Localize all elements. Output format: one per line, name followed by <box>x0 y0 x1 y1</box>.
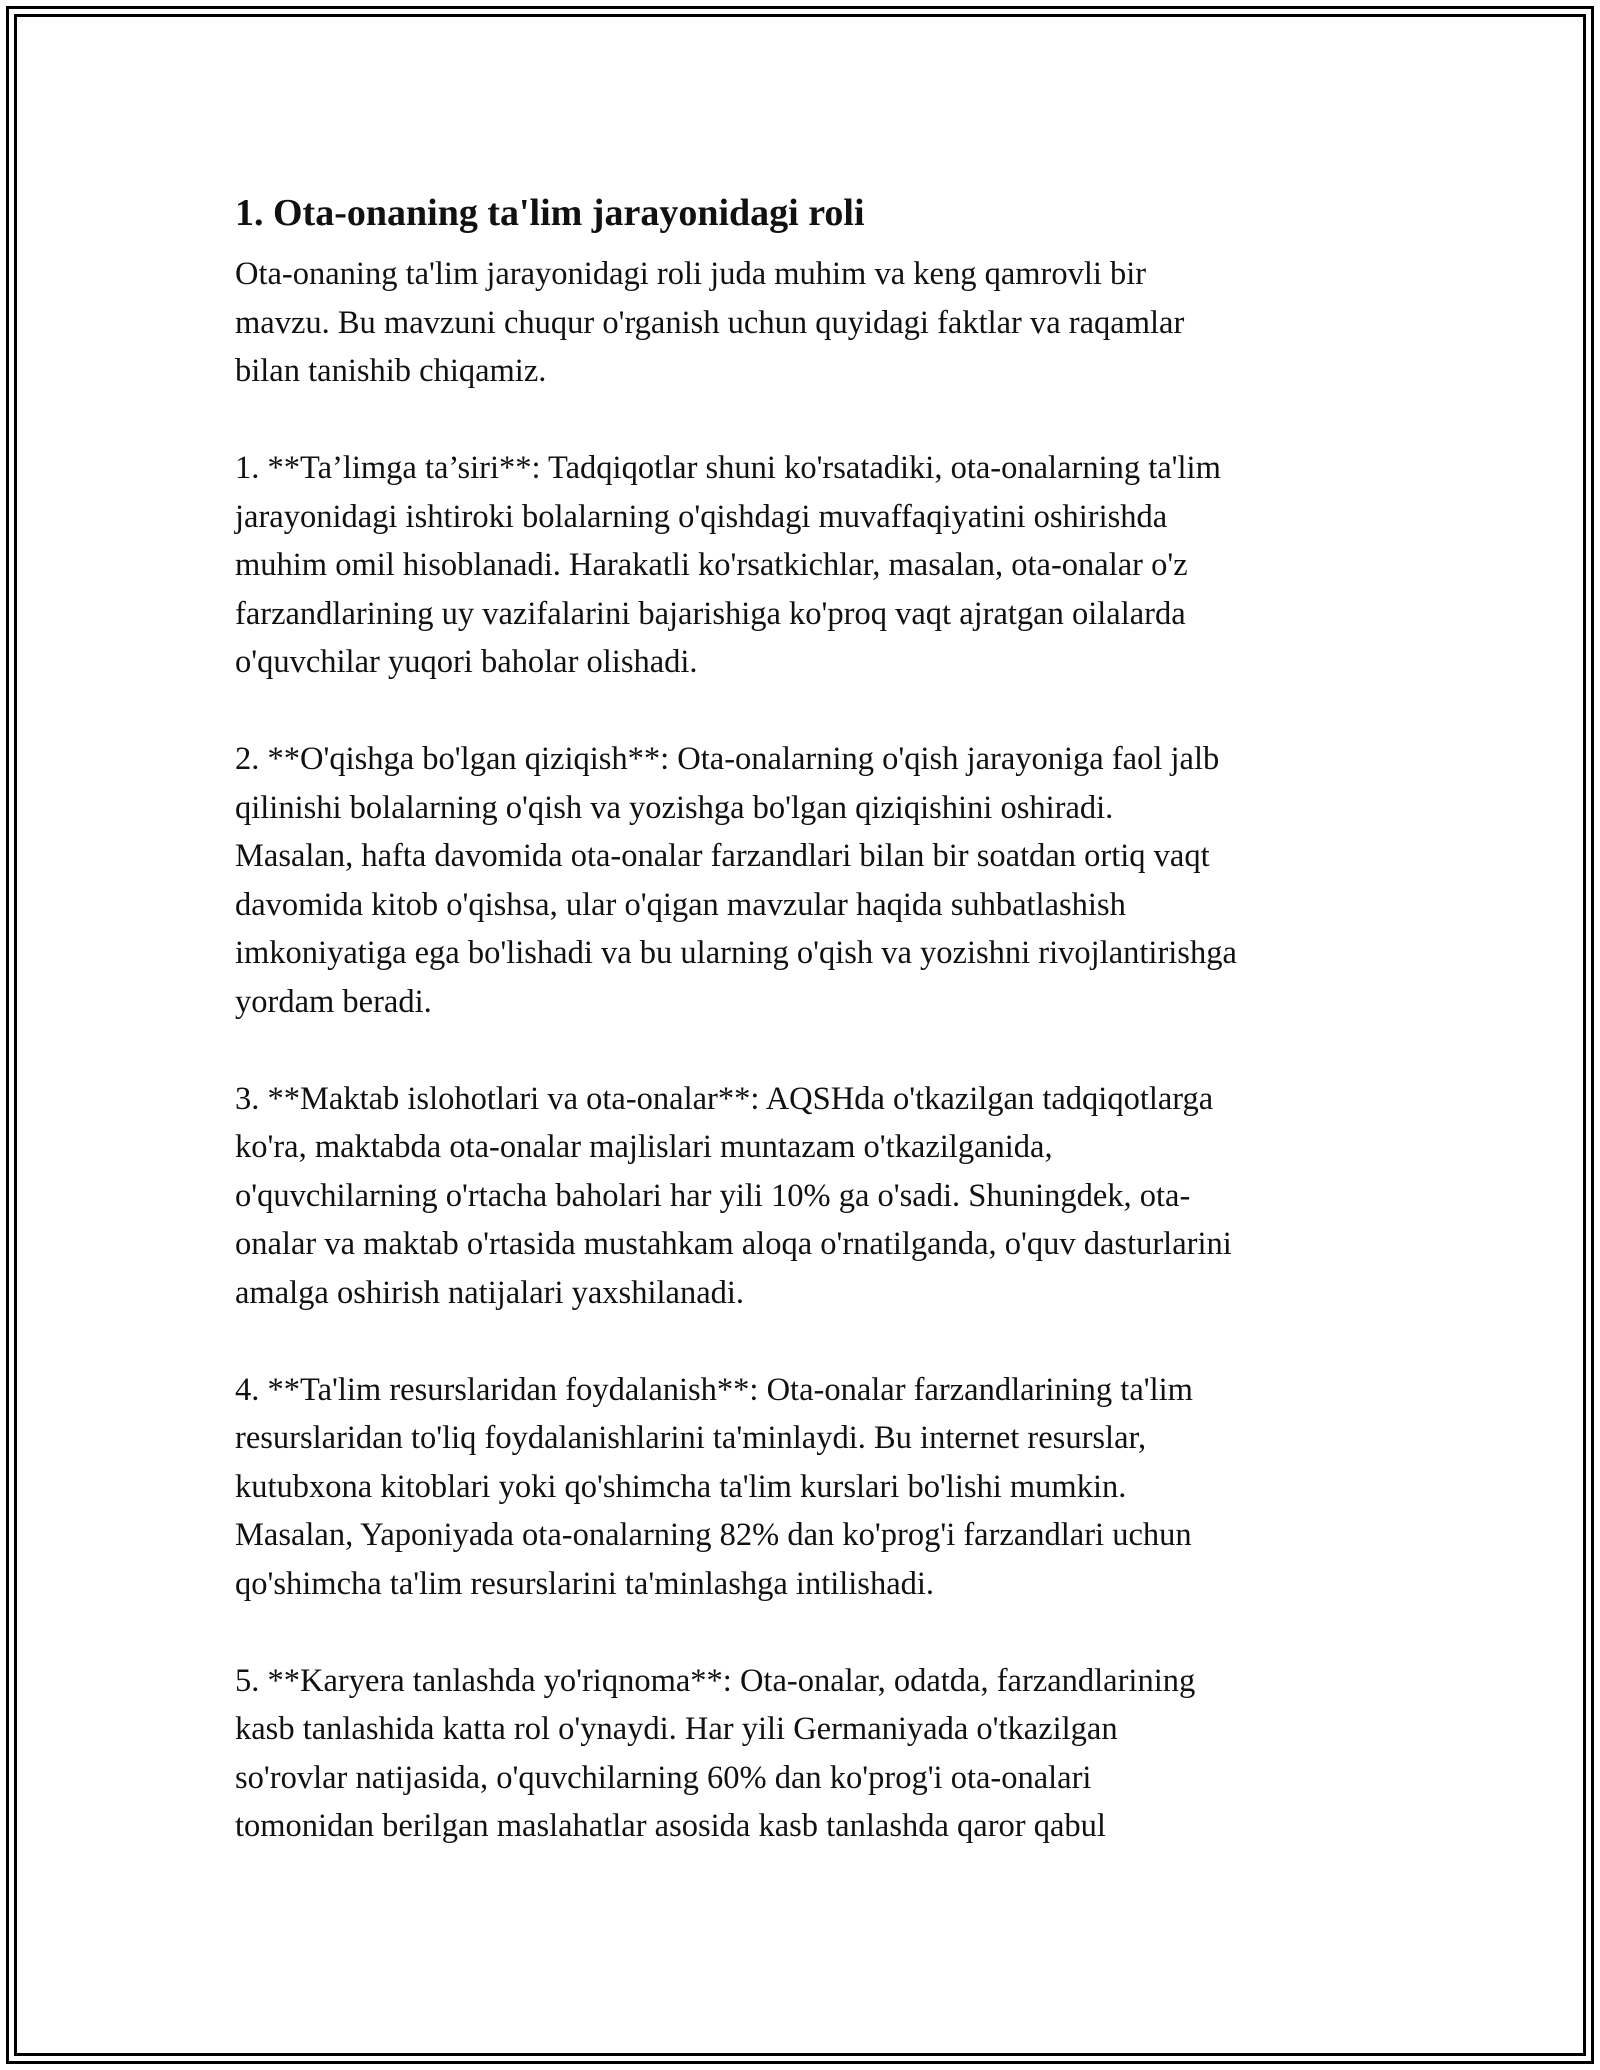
section-heading: 1. Ota-onaning ta'lim jarayonidagi roli <box>235 192 865 234</box>
intro-paragraph: Ota-onaning ta'lim jarayonidagi roli juda muhim va keng qamrovli bir mavzu. Bu mavzuni chuqur o'rganish uchun quyidagi faktlar va raqamlar bilan tanishib chiqamiz. <box>235 256 1185 389</box>
paragraph-school-reforms: 3. **Maktab islohotlari va ota-onalar**: AQSHda o'tkazilgan tadqiqotlarga ko'ra, maktabda ota-onalar majlislari muntazam o'tkazilganida, o'quvchilarning o'rtacha baholari har yili 10% ga o'sadi. Shuningdek, ota- onalar va maktab o'rtasida mustahkam aloqa o'rnatilganda, o'quv dasturlarini amalga oshirish natijalari yaxshilanadi. <box>235 1080 1232 1311</box>
paragraph-reading-interest: 2. **O'qishga bo'lgan qiziqish**: Ota-onalarning o'qish jarayoniga faol jalb qilinishi bolalarning o'qish va yozishga bo'lgan qiziqishini oshiradi. Masalan, hafta davomida ota-onalar farzandlari bilan bir soatdan ortiq vaqt davomida kitob o'qishsa, ular o'qigan mavzular haqida suhbatlashish imkoniyatiga ega bo'lishadi va bu ularning o'qish va yozishni rivojlantirishga yordam beradi. <box>235 741 1237 1020</box>
document-body <box>235 186 1375 1899</box>
paragraph-career-guidance: 5. **Karyera tanlashda yo'riqnoma**: Ota-onalar, odatda, farzandlarining kasb tanlashida katta rol o'ynaydi. Har yili Germaniyada o'tkazilgan so'rovlar natijasida, o'quvchilarning 60% dan ko'prog'i ota-onalari tomonidan berilgan maslahatlar asosida kasb tanlashda qaror qabul <box>235 1662 1196 1844</box>
paragraph-education-resources: 4. **Ta'lim resurslaridan foydalanish**: Ota-onalar farzandlarining ta'lim resurslaridan to'liq foydalanishlarini ta'minlaydi. Bu internet resurslar, kutubxona kitoblari yoki qo'shimcha ta'lim kurslari bo'lishi mumkin. Masalan, Yaponiyada ota-onalarning 82% dan ko'prog'i farzandlari uchun qo'shimcha ta'lim resurslarini ta'minlashga intilishadi. <box>235 1371 1193 1602</box>
paragraph-education-impact: 1. **Ta’limga ta’siri**: Tadqiqotlar shuni ko'rsatadiki, ota-onalarning ta'lim jarayonidagi ishtiroki bolalarning o'qishdagi muvaffaqiyatini oshirishda muhim omil hisoblanadi. Harakatli ko'rsatkichlar, masalan, ota-onalar o'z farzandlarining uy vazifalarini bajarishiga ko'proq vaqt ajratgan oilalarda o'quvchilar yuqori baholar olishadi. <box>235 450 1221 680</box>
